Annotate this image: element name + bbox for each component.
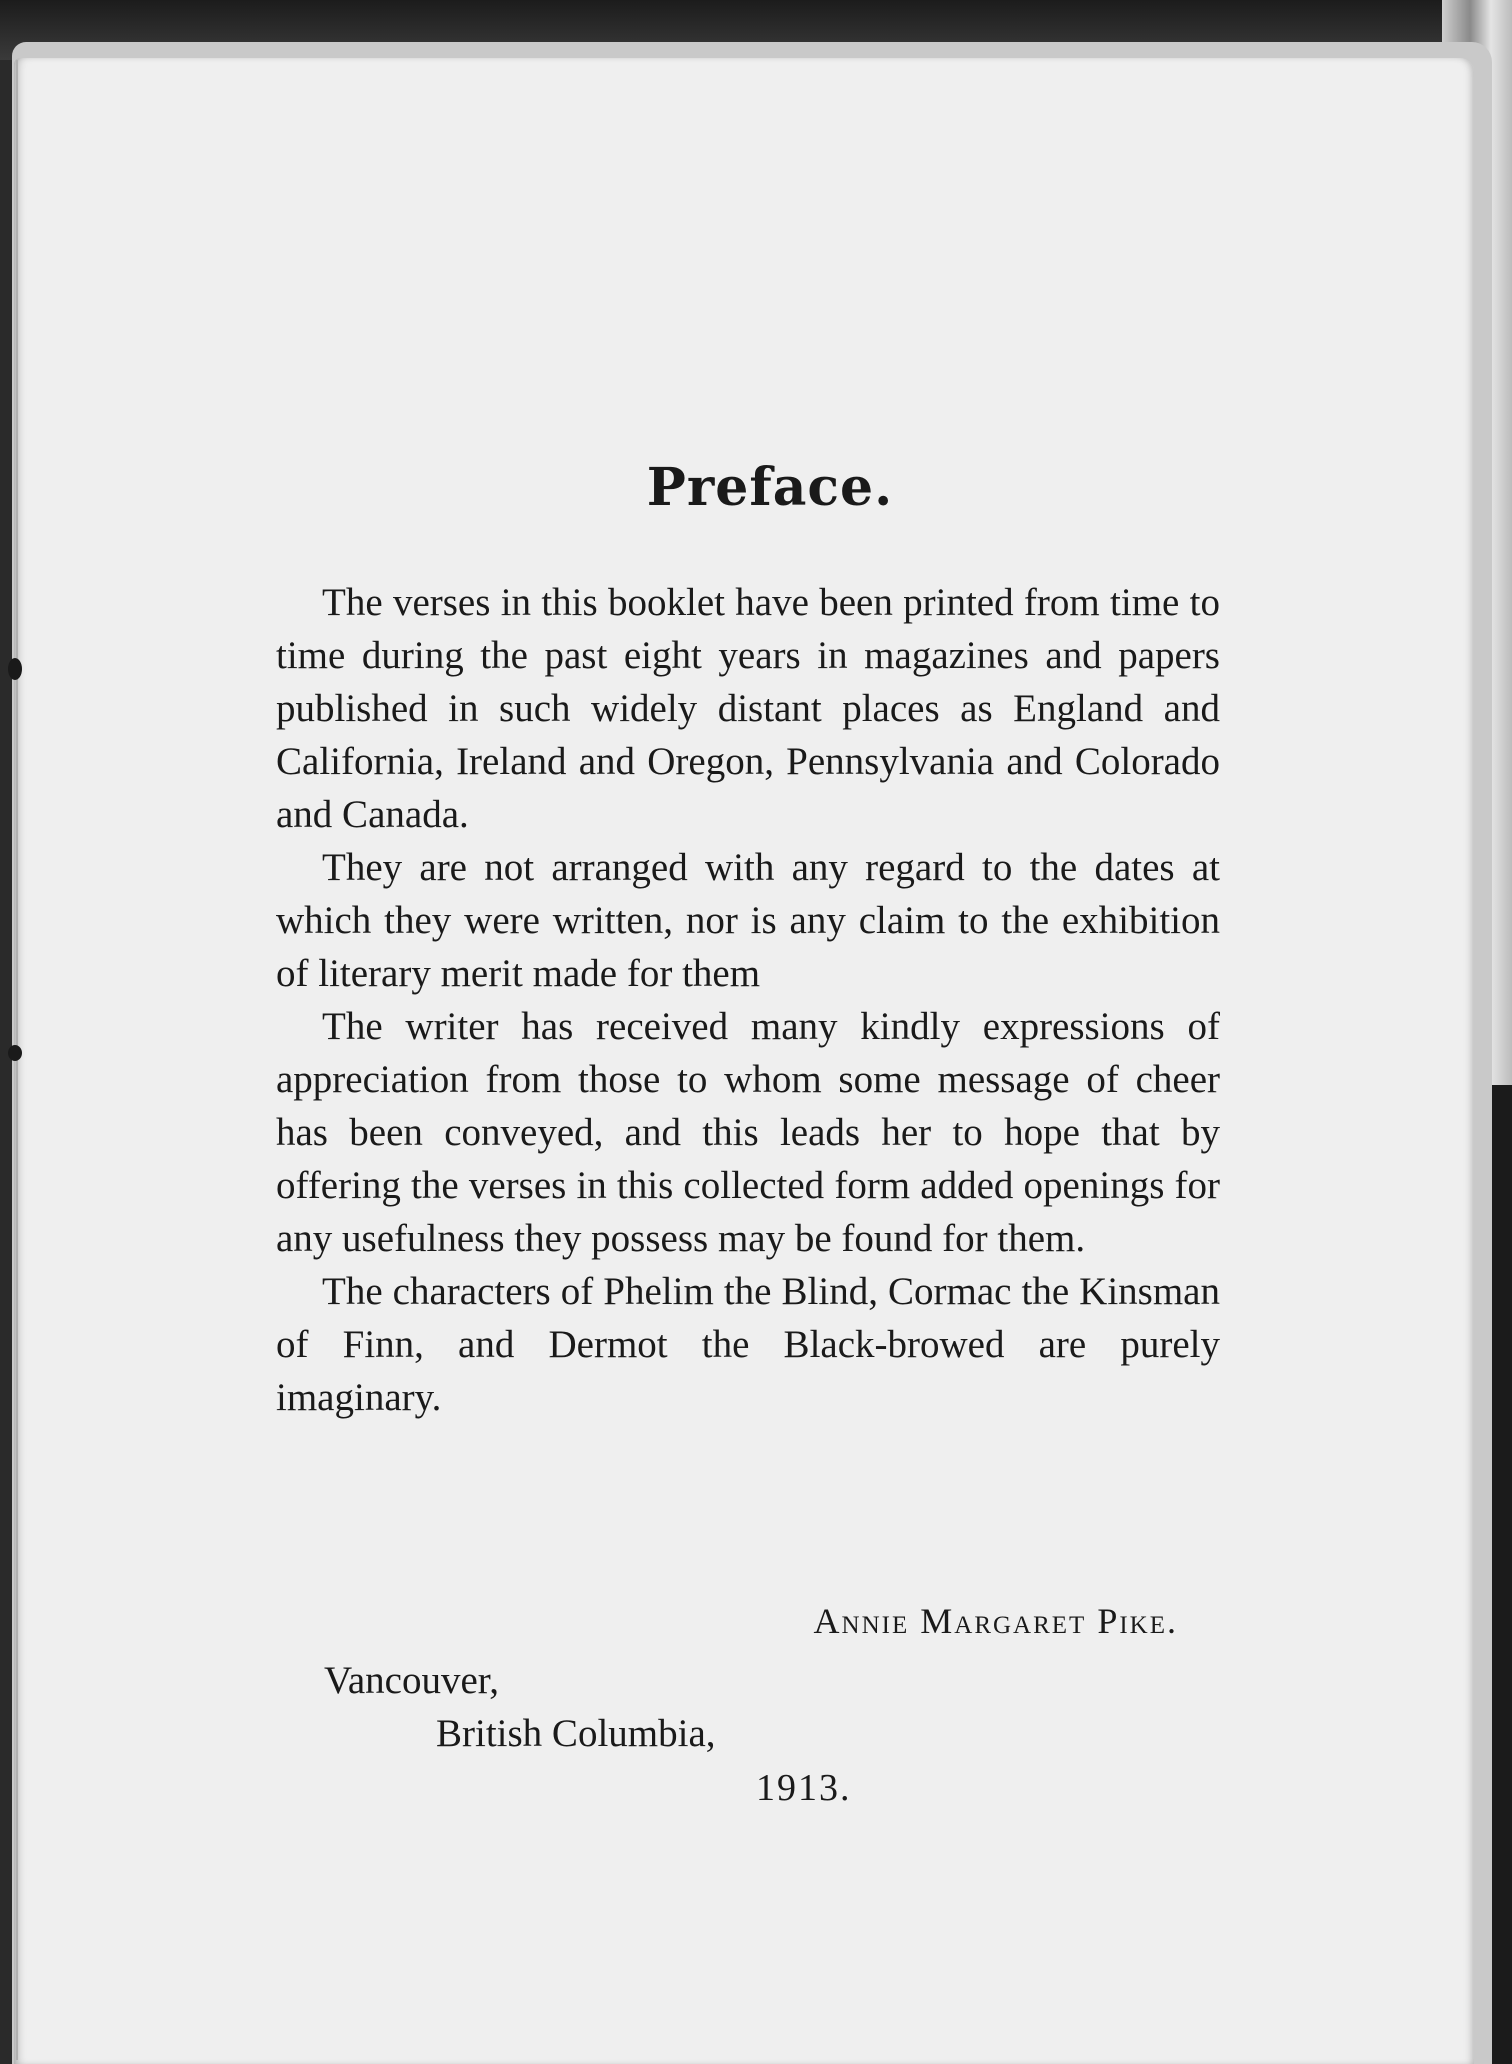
place-line-province: British Columbia, xyxy=(436,1712,716,1755)
place-line-city: Vancouver, xyxy=(324,1659,499,1702)
author-signature: Annie Margaret Pike. xyxy=(813,1601,1178,1641)
binding-stitch xyxy=(8,658,22,680)
preface-body xyxy=(276,576,1220,1424)
book-page xyxy=(14,58,1474,2064)
page-title: Preface. xyxy=(646,457,894,518)
preface-paragraph-3: The writer has received many kindly expressions of appreciation from those to whom some message of cheer has been conveyed, and this leads her to hope that by offering the verses in this collected form added openings for any usefulness they possess may be found for them. xyxy=(276,1005,1220,1260)
preface-paragraph-4: The characters of Phelim the Blind, Cormac the Kinsman of Finn, and Dermot the Black-browed are purely imaginary. xyxy=(276,1270,1220,1419)
binding-stitch xyxy=(8,1045,22,1061)
preface-paragraph-1: The verses in this booklet have been printed from time to time during the past eight years in magazines and papers published in such widely distant places as England and California, Ireland and Oregon, Pennsylvania and Colorado and Canada. xyxy=(276,581,1220,836)
preface-paragraph-2: They are not arranged with any regard to the dates at which they were written, nor is any claim to the exhibition of literary merit made for them xyxy=(276,846,1220,995)
publication-year: 1913. xyxy=(756,1767,852,1809)
